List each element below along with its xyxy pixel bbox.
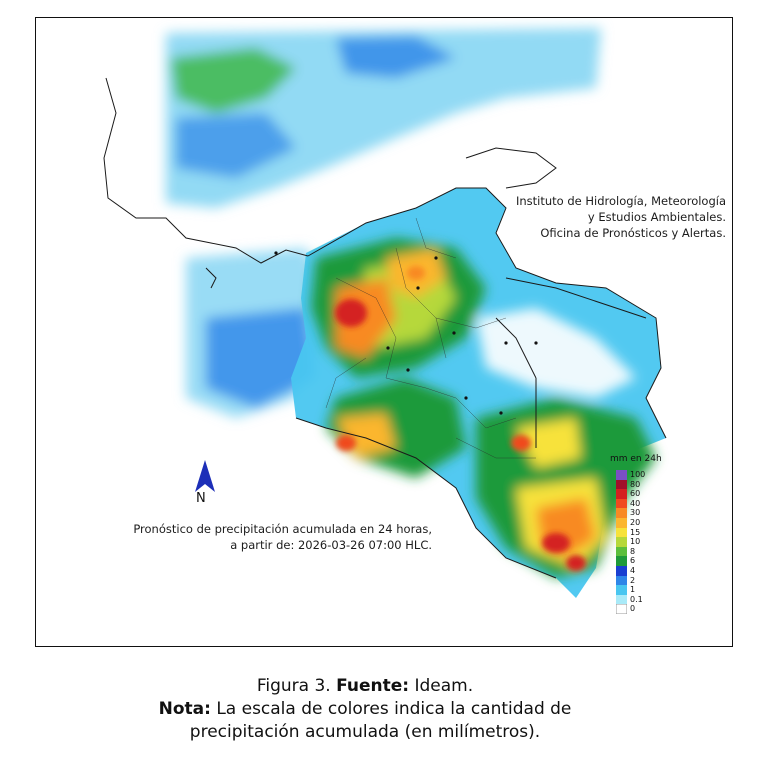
legend-label: 2	[630, 575, 636, 585]
legend-label: 30	[630, 508, 641, 518]
legend-color-bar	[616, 470, 627, 614]
forecast-label	[86, 521, 432, 553]
legend-label: 40	[630, 498, 641, 508]
legend-swatch	[616, 566, 627, 576]
forecast-line-2: a partir de: 2026-03-26 07:00 HLC.	[230, 538, 432, 552]
figure-frame	[35, 17, 733, 647]
legend-labels	[630, 470, 645, 614]
legend-swatch	[616, 499, 627, 509]
legend-label: 60	[630, 489, 641, 499]
legend-swatch	[616, 556, 627, 566]
legend-label: 80	[630, 479, 641, 489]
legend-label: 0	[630, 604, 636, 614]
institute-line-1: Instituto de Hidrología, Meteorología	[515, 194, 726, 208]
legend-swatch	[616, 489, 627, 499]
legend-swatch	[616, 537, 627, 547]
legend-label: 6	[630, 556, 636, 566]
legend-label: 20	[630, 517, 641, 527]
legend-label: 1	[630, 585, 636, 595]
legend-swatch	[616, 518, 627, 528]
legend-swatch	[616, 595, 627, 605]
legend-swatch	[616, 547, 627, 557]
legend-swatch	[616, 480, 627, 490]
legend-label: 15	[630, 527, 641, 537]
figure-caption	[0, 675, 730, 744]
caption-line-2	[0, 698, 730, 721]
legend-label: 8	[630, 546, 636, 556]
source-label: Fuente:	[336, 676, 410, 696]
note-text-1: La escala de colores indica la cantidad de	[216, 699, 572, 719]
legend-swatch	[616, 470, 627, 480]
legend-swatch	[616, 576, 627, 586]
legend-swatch	[616, 585, 627, 595]
caption-line-1	[0, 675, 730, 698]
institute-line-2: y Estudios Ambientales.	[587, 210, 726, 224]
institute-label	[476, 193, 726, 241]
caption-line-3	[0, 721, 730, 744]
legend-swatch	[616, 508, 627, 518]
note-text-2: precipitación acumulada (en milímetros).	[189, 722, 541, 742]
legend-label: 10	[630, 537, 641, 547]
legend-label: 4	[630, 565, 636, 575]
legend-label: 0.1	[630, 594, 643, 604]
source-value: Ideam.	[414, 676, 474, 696]
north-label: N	[196, 491, 206, 506]
legend-swatch	[616, 604, 627, 614]
legend-title: mm en 24h	[610, 454, 662, 464]
legend-label: 100	[630, 470, 646, 479]
note-label: Nota:	[158, 699, 211, 719]
figure-number: Figura 3.	[256, 676, 331, 696]
institute-line-3: Oficina de Pronósticos y Alertas.	[540, 226, 726, 240]
legend-swatch	[616, 528, 627, 538]
forecast-line-1: Pronóstico de precipitación acumulada en 24 horas,	[133, 522, 432, 536]
